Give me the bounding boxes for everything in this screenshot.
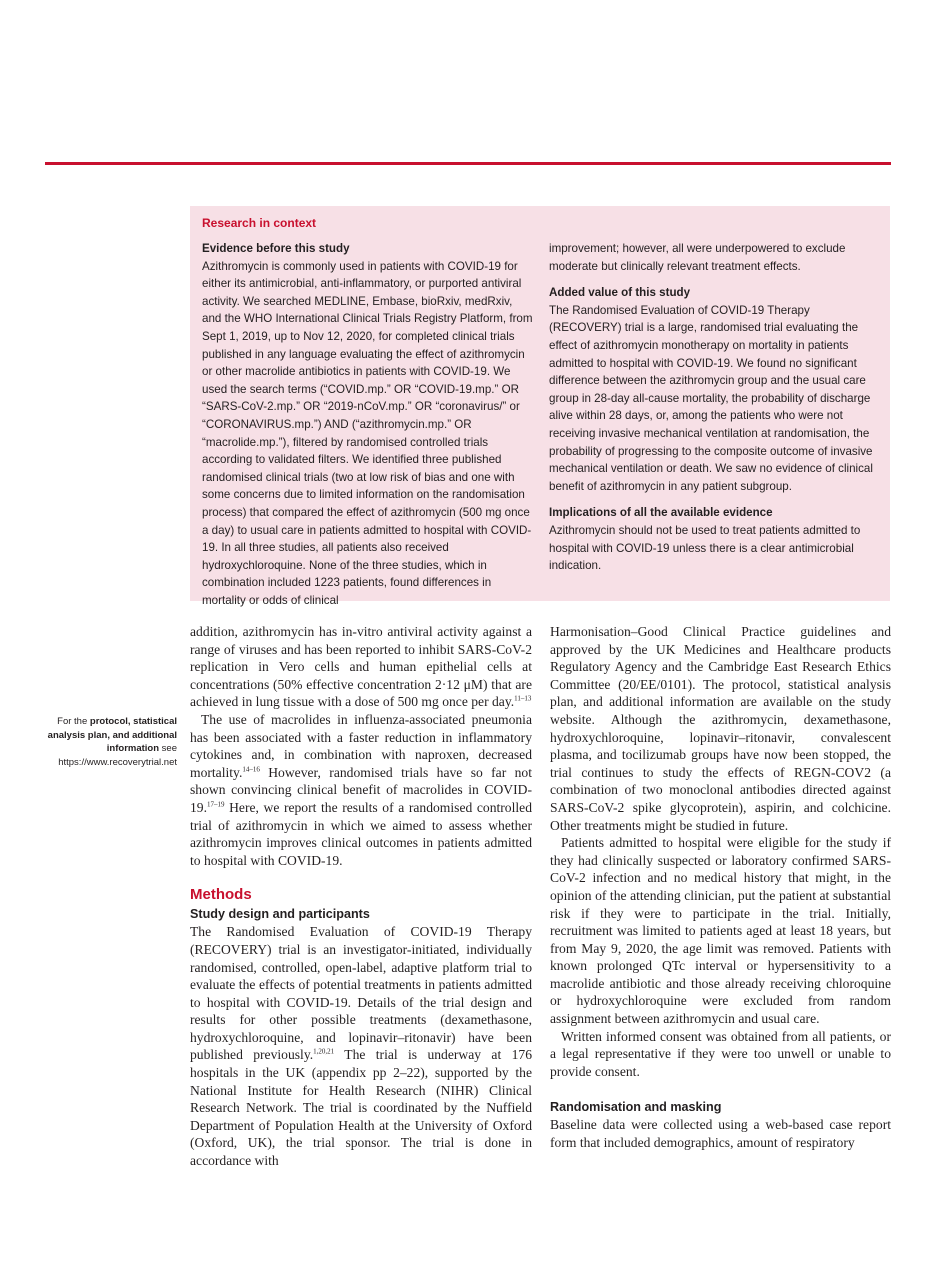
body-column-right [550,623,891,1152]
body-column-left [190,623,532,1170]
citation[interactable]: 17–19 [207,800,225,809]
paragraph: The Randomised Evaluation of COVID-19 Therapy (RECOVERY) trial is an investigator-initiated, individually randomised, controlled, open-label, adaptive platform trial to evaluate the effects of potential treatments in patients admitted to hospital with COVID-19. Details of the trial design and results for other possible treatments (dexamethasone, hydroxychloroquine, and lopinavir–ritonavir) have been published previously.$^{1,20,21}$ The trial is underway at 176 hospitals in the UK (appendix pp 2–22), supported by the National Institute for Health Research (NIHR) Clinical Research Network. The trial is coordinated by the Nuffield Department of Population Health at the University of Oxford (Oxford, UK), the trial sponsor. The trial is done in accordance with [190,924,532,1169]
citation[interactable]: 1,20,21 [313,1047,335,1056]
citation[interactable]: 11–13 [514,694,532,703]
side-note [40,715,177,769]
evidence-text-continued: improvement; however, all were underpowered to exclude moderate but clinically relevant treatment effects. [549,242,846,273]
citation[interactable]: 14–16 [242,765,260,774]
panel-title: Research in context [202,216,317,230]
study-design-heading: Study design and participants [190,907,370,922]
panel-right-column [549,240,879,584]
side-note-prefix: For the [57,716,90,727]
panel-left-column [202,240,534,618]
paragraph: Harmonisation–Good Clinical Practice guidelines and approved by the UK Medicines and Healthcare products Regulatory Agency and the Cambridge East Research Ethics Committee (20/EE/0101). The protocol, statistical analysis plan, and additional information are available on the study website. Although the azithromycin, dexamethasone, hydroxychloroquine, lopinavir–ritonavir, convalescent plasma, and tocilizumab groups have now been stopped, the trial continues to study the effects of REGN-COV2 (a combination of two monoclonal antibodies directed against SARS-CoV-2 spike glycoprotein), aspirin, and colchicine. Other treatments might be studied in future. [550,624,891,833]
paragraph: Patients admitted to hospital were eligible for the study if they had clinically suspected or laboratory confirmed SARS-CoV-2 infection and no medical history that might, in the opinion of the attending clinician, put the patient at substantial risk if they were to participate in the trial. Initially, recruitment was limited to patients aged at least 18 years, but from May 9, 2020, the age limit was removed. Patients with known prolonged QTc interval or hypersensitivity to a macrolide antibiotic and those already receiving chloroquine or hydroxychloroquine were excluded from random assignment between azithromycin and usual care. [550,835,891,1027]
paragraph: addition, azithromycin has in-vitro antiviral activity against a range of viruses and has been reported to inhibit SARS-CoV-2 replication in Vero cells and human epithelial cells at concentrations (50% effective concentration 2·12 μM) that are achieved in lung tissue with a dose of 500 mg once per day.$^{11-13}$ [190,624,532,710]
methods-heading: Methods [190,886,252,904]
paragraph: Written informed consent was obtained from all patients, or a legal representative if they were too unwell or unable to provide consent. [550,1028,891,1079]
added-value-heading: Added value of this study [549,286,691,300]
side-note-bold: protocol, statistical analysis plan, and additional information [47,716,177,754]
added-value-text: The Randomised Evaluation of COVID-19 Therapy (RECOVERY) trial is a large, randomised trial evaluating the effect of azithromycin monotherapy on mortality in patients admitted to hospital with COVID-19. We found no significant difference between the azithromycin group and the usual care group in 28-day all-cause mortality, the probability of discharge alive within 28 days, or, among the patients who were not receiving invasive mechanical ventilation at randomisation, the probability of progressing to the composite outcome of invasive mechanical ventilation or death. We saw no evidence of clinical benefit of azithromycin in any patient subgroup. [549,303,873,493]
top-rule [45,162,891,165]
evidence-text: Azithromycin is commonly used in patients with COVID-19 for either its antimicrobial, anti-inflammatory, or purported antiviral activity. We searched MEDLINE, Embase, bioRxiv, medRxiv, and the WHO International Clinical Trials Registry Platform, from Sept 1, 2019, up to Nov 12, 2020, for completed clinical trials published in any language evaluating the effect of azithromycin or other macrolide antibiotics in patients with COVID-19. We used the search terms (“COVID.mp.” OR “COVID-19.mp.” OR “SARS-CoV-2.mp.” OR “2019-nCoV.mp.” OR “coronavirus/” or “CORONAVIRUS.mp.”) AND (“azithromycin.mp.” OR “macrolide.mp.”), filtered by randomised controlled trials according to validated filters. We identified three published randomised clinical trials (two at low risk of bias and one with some concerns due to limited information on the randomisation process) that compared the effect of azithromycin (500 mg once a day) to usual care in patients admitted to hospital with COVID-19. In all three studies, all patients also received hydroxychloroquine. None of the three studies, which in combination included 1223 patients, found differences in mortality or odds of clinical [202,259,533,607]
implications-heading: Implications of all the available evidence [549,506,773,520]
research-in-context-panel [190,206,890,607]
paragraph: The use of macrolides in influenza-associated pneumonia has been associated with a faster reduction in inflammatory cytokines and, in combination with naproxen, decreased mortality.$^{14-16}$ However, randomised trials have so far not shown convincing clinical benefit of macrolides in COVID-19.$^{17-19}$ Here, we report the results of a randomised controlled trial of azithromycin in which we aimed to assess whether azithromycin improves clinical outcomes in patients admitted to hospital with COVID-19. [190,711,532,868]
implications-text: Azithromycin should not be used to treat patients admitted to hospital with COVID-19 unless there is a clear antimicrobial indication. [549,523,861,573]
evidence-heading: Evidence before this study [202,242,350,255]
side-note-link[interactable]: see https://www.recoverytrial.net [58,743,177,768]
paragraph: Baseline data were collected using a web-based case report form that included demographics, amount of respiratory [550,1117,891,1151]
randomisation-heading: Randomisation and masking [550,1100,722,1115]
